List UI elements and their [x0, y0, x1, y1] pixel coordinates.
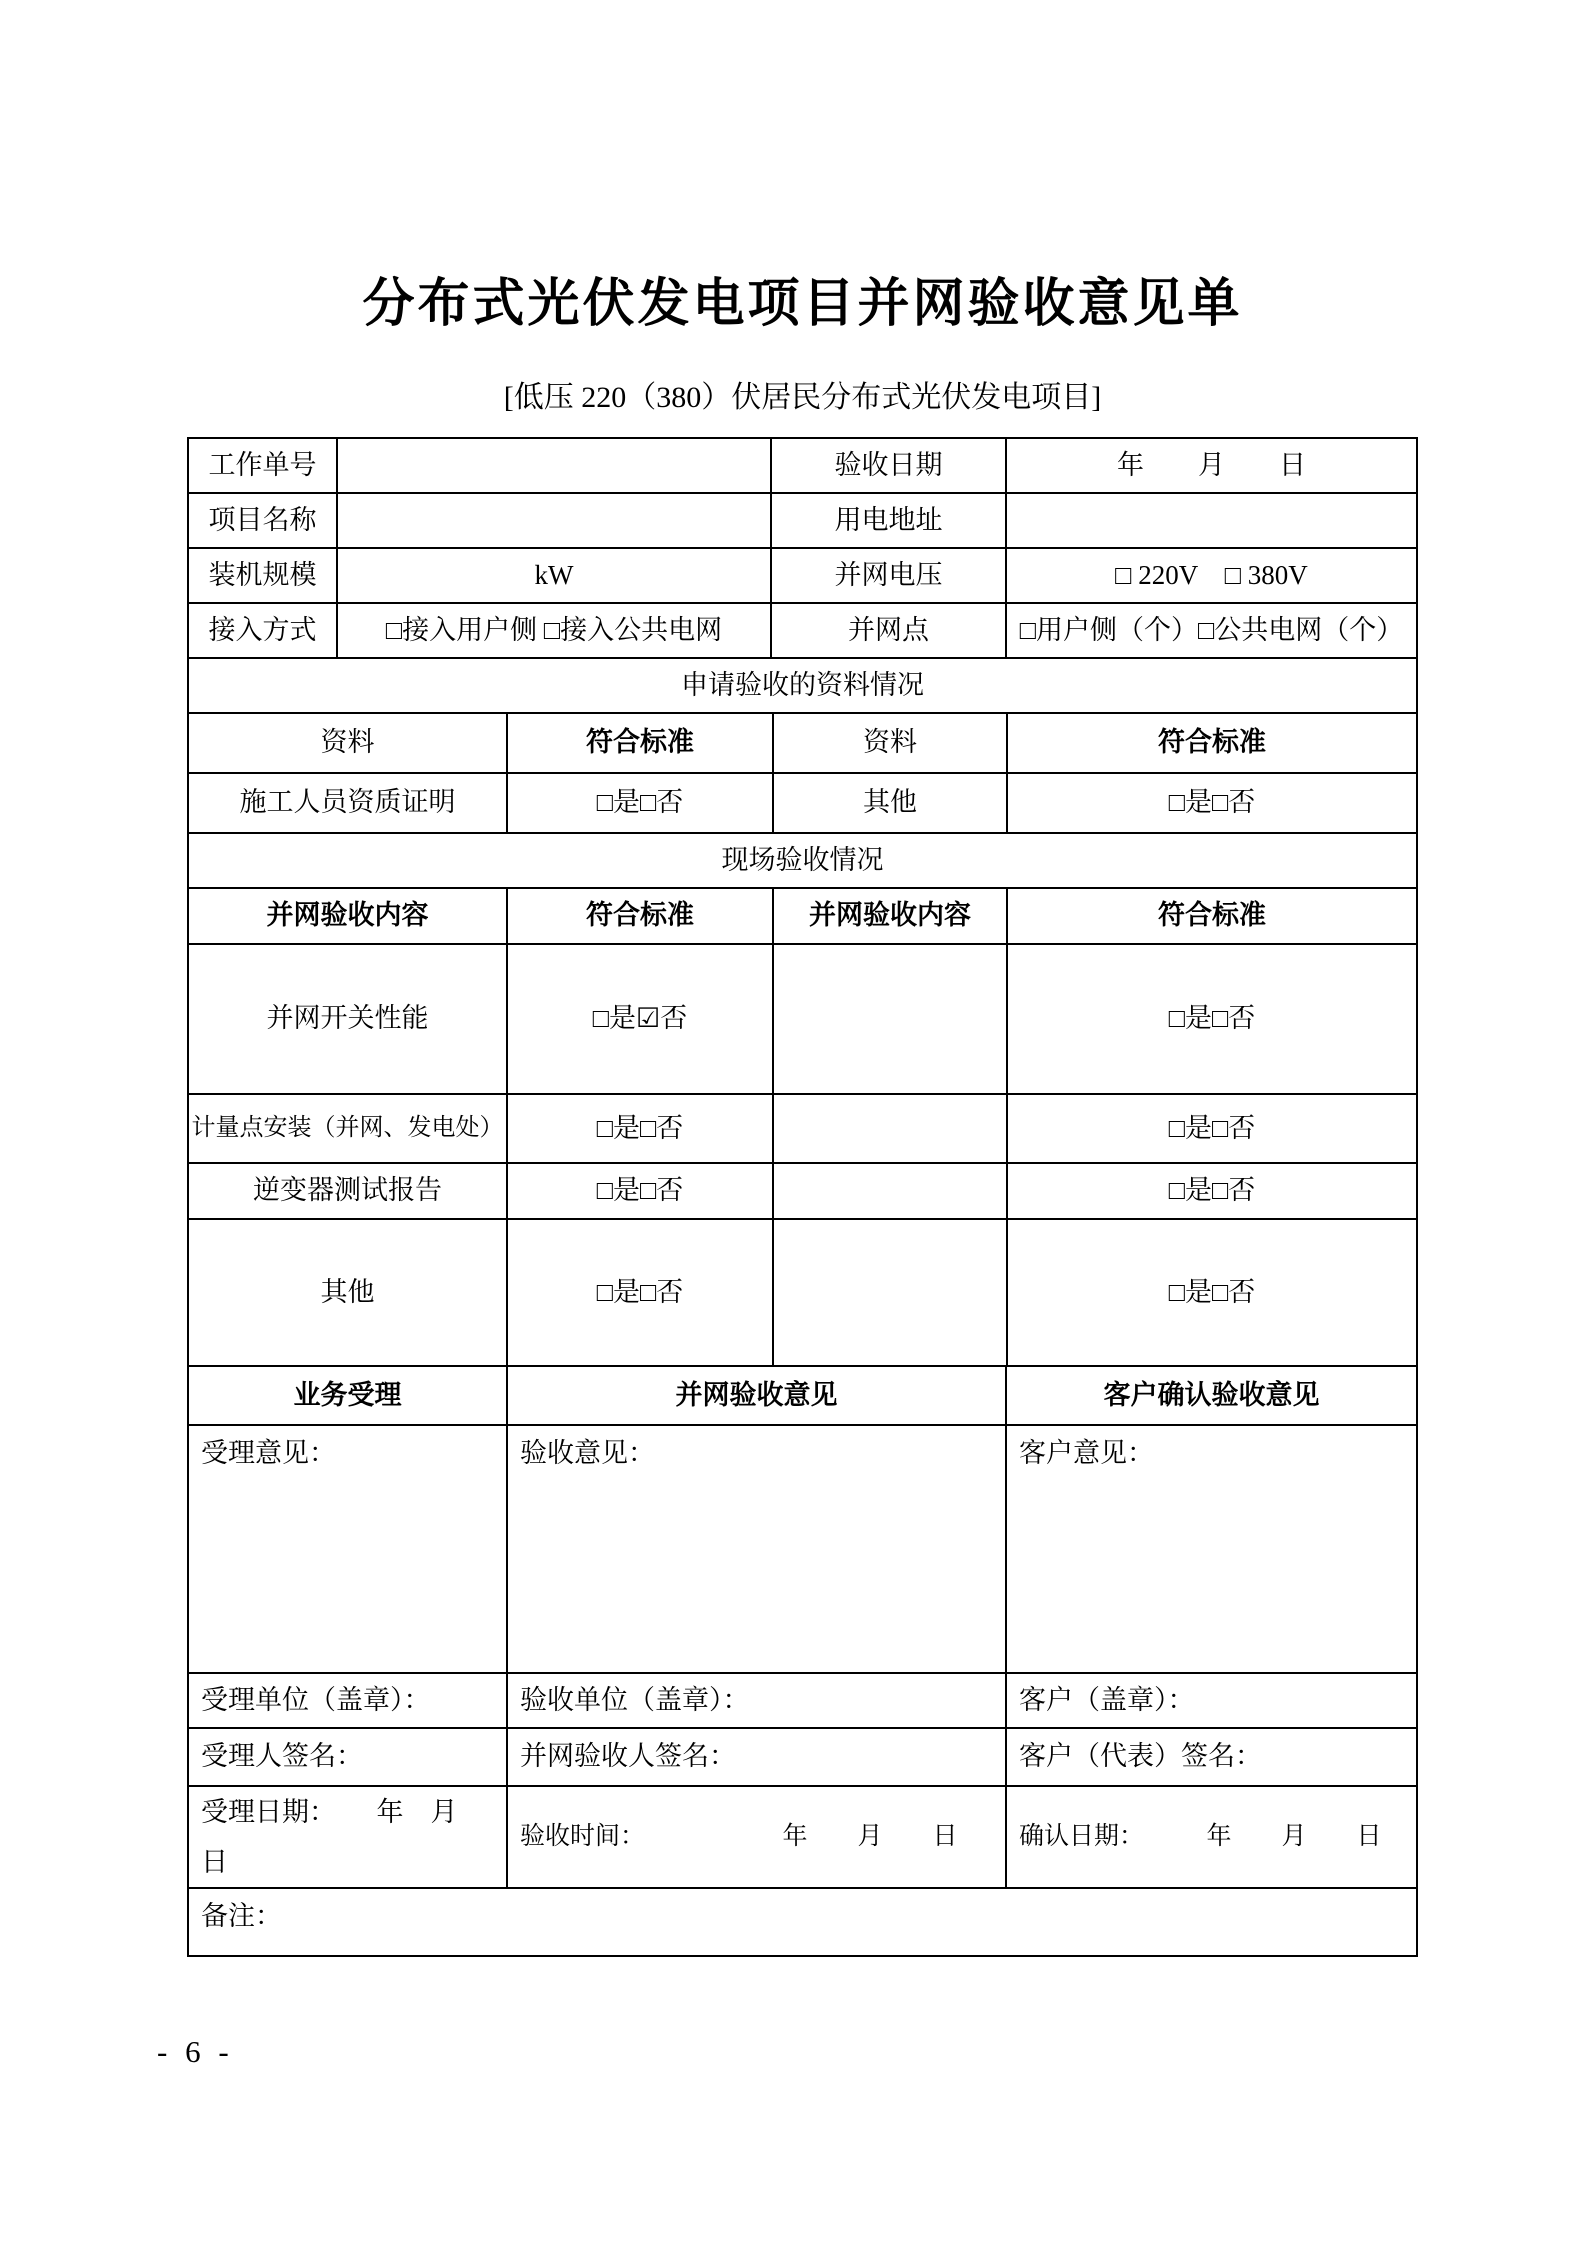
customer-signature-label: 客户（代表）签名： — [1019, 1741, 1262, 1772]
capacity-label: 装机规模 — [189, 549, 338, 602]
inverter-report-checkboxes[interactable]: □是□否 — [508, 1164, 774, 1218]
row-signatures — [189, 1729, 1416, 1787]
inverter-report-extra-checkboxes[interactable]: □是□否 — [1168, 1175, 1256, 1206]
metering-point-label: 计量点安装（并网、发电处） — [189, 1095, 508, 1162]
row-onsite-section-title — [189, 834, 1416, 889]
document-title: 分布式光伏发电项目并网验收意见单 — [362, 276, 1243, 333]
onsite-other-checkboxes[interactable]: □是□否 — [508, 1220, 774, 1365]
acceptor-signature-label: 受理人签名： — [189, 1729, 508, 1785]
access-mode-label: 接入方式 — [189, 604, 338, 657]
materials-section-title: 申请验收的资料情况 — [681, 669, 924, 700]
work-order-value-cell — [338, 439, 772, 492]
customer-seal-label: 客户（盖章）： — [1019, 1684, 1195, 1715]
grid-switch-extra-cell — [774, 945, 1008, 1093]
onsite-header-standard-2: 符合标准 — [1158, 900, 1266, 931]
metering-point-extra-cell — [774, 1095, 1008, 1162]
row-work-order — [189, 439, 1416, 494]
onsite-header-standard-1: 符合标准 — [508, 889, 774, 943]
row-opinions-header — [189, 1367, 1416, 1426]
grid-point-label: 并网点 — [772, 604, 1007, 657]
inspection-opinion-label: 验收意见： — [508, 1426, 1007, 1672]
work-order-label: 工作单号 — [189, 439, 338, 492]
inspector-signature-label: 并网验收人签名： — [508, 1729, 1007, 1785]
materials-header-standard-1: 符合标准 — [508, 714, 774, 772]
grid-switch-checkboxes[interactable]: □是☑否 — [508, 945, 774, 1093]
row-metering-point — [189, 1095, 1416, 1164]
acceptance-form-table — [187, 437, 1418, 1957]
confirmation-date-field: 确认日期： 年 月 日 — [1019, 1822, 1382, 1850]
acceptance-date-value: 年 月 日 — [1117, 449, 1306, 480]
row-opinions-body — [189, 1426, 1416, 1674]
row-materials-header — [189, 714, 1416, 774]
row-dates — [189, 1787, 1416, 1889]
row-onsite-header — [189, 889, 1416, 945]
onsite-header-content-2: 并网验收内容 — [774, 889, 1008, 943]
row-remarks — [189, 1889, 1416, 1955]
grid-point-checkboxes[interactable]: □用户侧（个）□公共电网（个） — [1019, 614, 1404, 645]
materials-header-material-2: 资料 — [774, 714, 1008, 772]
materials-other-checkboxes[interactable]: □是□否 — [1168, 787, 1256, 818]
row-capacity — [189, 549, 1416, 604]
grid-switch-extra-checkboxes[interactable]: □是□否 — [1168, 1003, 1256, 1034]
page-number: - 6 - — [157, 2034, 234, 2069]
opinions-header-grid-acceptance: 并网验收意见 — [508, 1367, 1007, 1424]
onsite-header-content-1: 并网验收内容 — [189, 889, 508, 943]
access-mode-checkboxes[interactable]: □接入用户侧 □接入公共电网 — [338, 604, 772, 657]
capacity-value: kW — [338, 549, 772, 602]
acceptance-date-field: 受理日期： 年 月 日 — [189, 1787, 508, 1887]
remarks-label: 备注： — [201, 1901, 282, 1931]
row-onsite-other — [189, 1220, 1416, 1367]
accepting-unit-seal-label: 受理单位（盖章）： — [189, 1674, 508, 1727]
acceptance-date-label: 验收日期 — [772, 439, 1007, 492]
project-name-label: 项目名称 — [189, 494, 338, 547]
grid-switch-label: 并网开关性能 — [189, 945, 508, 1093]
customer-opinion-label: 客户意见： — [1019, 1438, 1154, 1468]
inspection-time-field: 验收时间： 年 月 日 — [508, 1787, 1007, 1887]
onsite-section-title: 现场验收情况 — [721, 844, 884, 875]
materials-other-label: 其他 — [774, 774, 1008, 832]
onsite-other-label: 其他 — [189, 1220, 508, 1365]
power-address-value-cell — [1007, 494, 1416, 547]
power-address-label: 用电地址 — [772, 494, 1007, 547]
row-project-name — [189, 494, 1416, 549]
inspection-unit-seal-label: 验收单位（盖章）： — [508, 1674, 1007, 1727]
onsite-other-extra-checkboxes[interactable]: □是□否 — [1168, 1276, 1256, 1307]
document-subtitle: [低压 220（380）伏居民分布式光伏发电项目] — [503, 381, 1102, 414]
constructor-qualification-label: 施工人员资质证明 — [189, 774, 508, 832]
onsite-other-extra-cell — [774, 1220, 1008, 1365]
acceptance-opinion-label: 受理意见： — [189, 1426, 508, 1672]
constructor-qualification-checkboxes[interactable]: □是□否 — [508, 774, 774, 832]
row-materials-1 — [189, 774, 1416, 834]
opinions-header-business: 业务受理 — [189, 1367, 508, 1424]
metering-point-extra-checkboxes[interactable]: □是□否 — [1168, 1112, 1256, 1143]
inverter-report-label: 逆变器测试报告 — [189, 1164, 508, 1218]
row-access-mode — [189, 604, 1416, 659]
row-seals — [189, 1674, 1416, 1729]
grid-voltage-checkboxes[interactable]: □ 220V □ 380V — [1115, 559, 1308, 590]
project-name-value-cell — [338, 494, 772, 547]
materials-header-standard-2: 符合标准 — [1158, 727, 1266, 758]
row-inverter-report — [189, 1164, 1416, 1220]
metering-point-checkboxes[interactable]: □是□否 — [508, 1095, 774, 1162]
grid-voltage-label: 并网电压 — [772, 549, 1007, 602]
inverter-report-extra-cell — [774, 1164, 1008, 1218]
row-materials-section-title — [189, 659, 1416, 714]
row-grid-switch — [189, 945, 1416, 1095]
materials-header-material-1: 资料 — [189, 714, 508, 772]
opinions-header-customer-confirm: 客户确认验收意见 — [1103, 1379, 1320, 1410]
